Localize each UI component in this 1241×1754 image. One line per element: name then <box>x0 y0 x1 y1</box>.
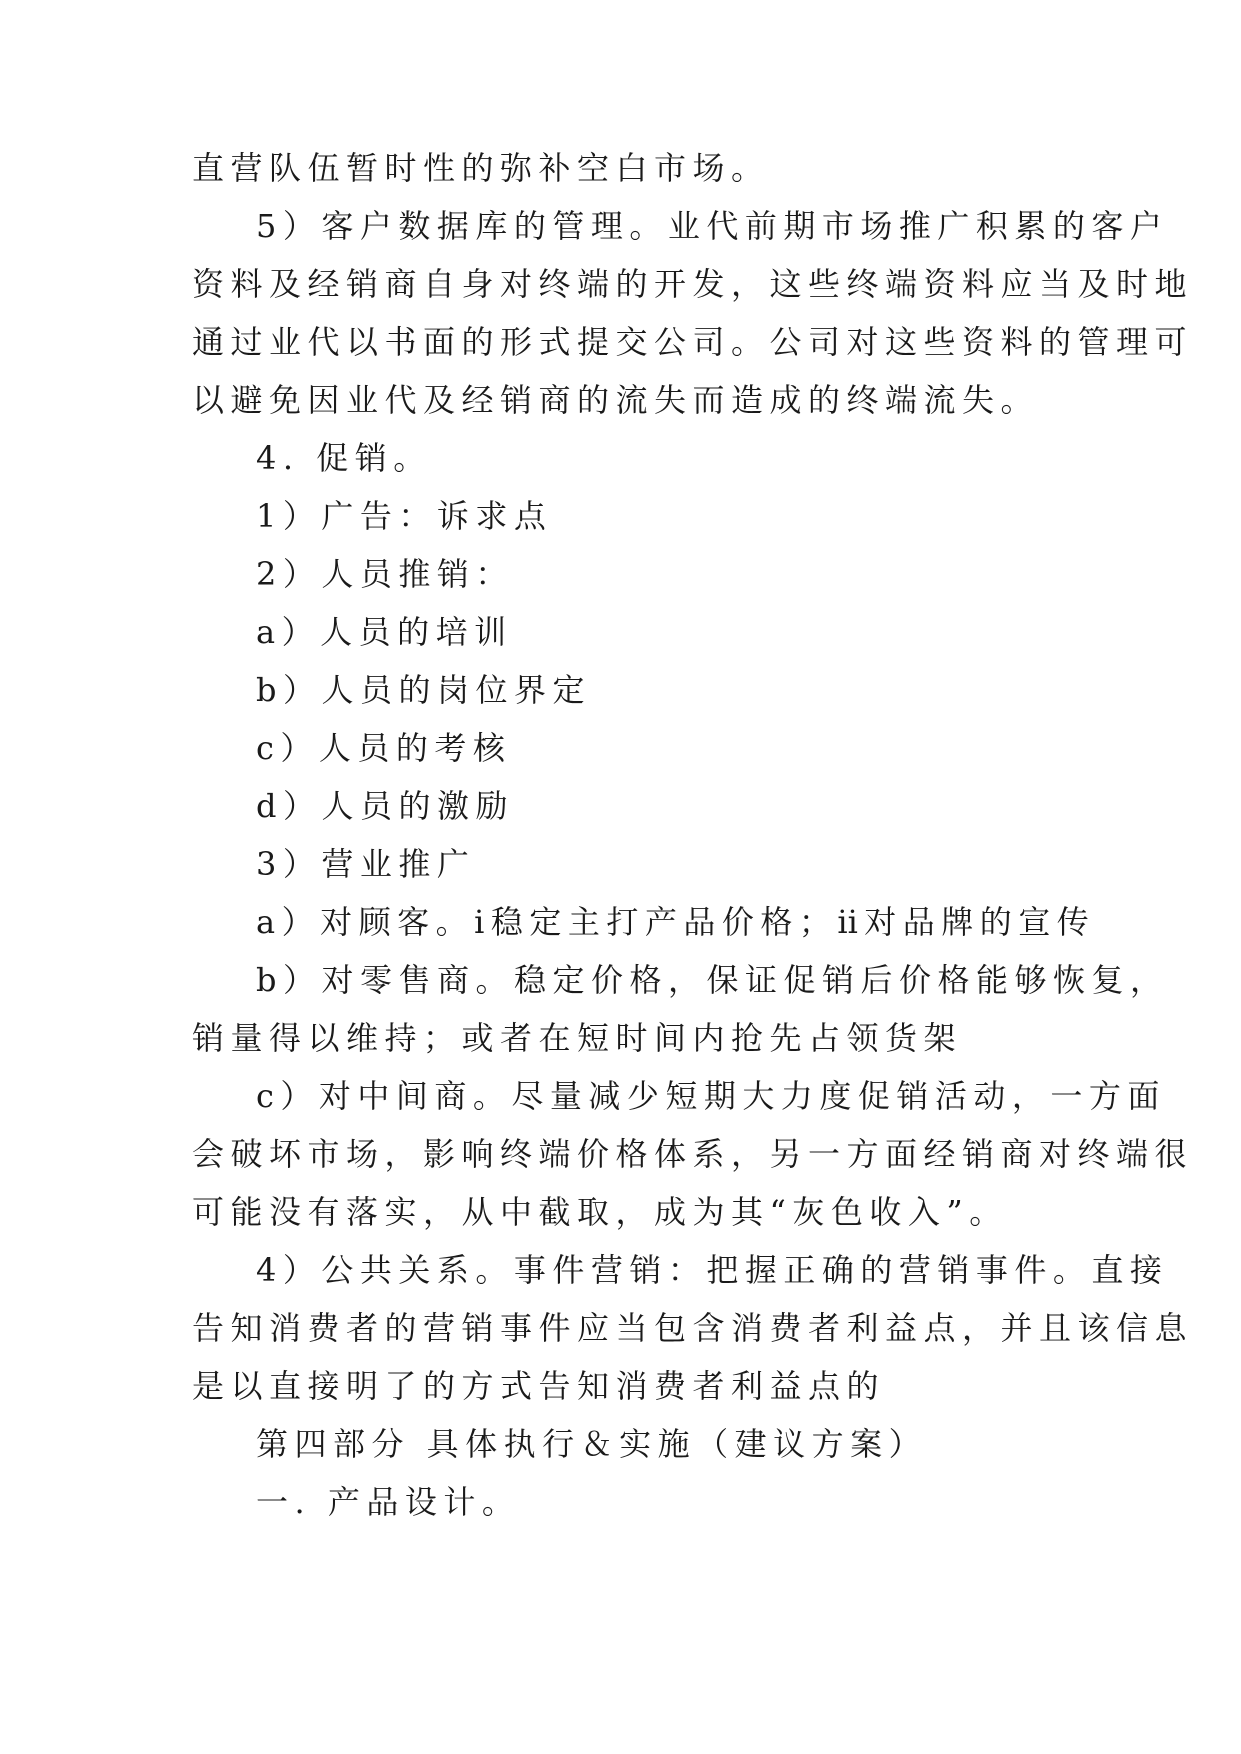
paragraph-line: 销量得以维持；或者在短时间内抢先占领货架 <box>192 1019 963 1057</box>
list-item: c）人员的考核 <box>256 729 512 767</box>
paragraph-line: 可能没有落实，从中截取，成为其“灰色收入”。 <box>192 1193 1008 1231</box>
list-item: 4）公共关系。事件营销：把握正确的营销事件。直接 <box>256 1251 1169 1289</box>
list-item: a）对顾客。ⅰ稳定主打产品价格；ⅱ对品牌的宣传 <box>256 903 1096 941</box>
paragraph-line: 以避免因业代及经销商的流失而造成的终端流失。 <box>192 381 1040 419</box>
paragraph-line: 直营队伍暂时性的弥补空白市场。 <box>192 149 770 187</box>
paragraph-line: 资料及经销商自身对终端的开发，这些终端资料应当及时地 <box>192 265 1194 303</box>
list-item: a）人员的培训 <box>256 613 513 651</box>
paragraph-line: 是以直接明了的方式告知消费者利益点的 <box>192 1367 886 1405</box>
list-item: 1）广告：诉求点 <box>256 497 553 535</box>
list-item: d）人员的激励 <box>256 787 514 825</box>
subsection-heading: 一. 产品设计。 <box>256 1483 521 1521</box>
list-item: 2）人员推销： <box>256 555 514 593</box>
paragraph-line: 会破坏市场，影响终端价格体系，另一方面经销商对终端很 <box>192 1135 1194 1173</box>
list-item: b）人员的岗位界定 <box>256 671 591 709</box>
list-item: 3）营业推广 <box>256 845 476 883</box>
paragraph-line: 告知消费者的营销事件应当包含消费者利益点，并且该信息 <box>192 1309 1194 1347</box>
paragraph-line: 5）客户数据库的管理。业代前期市场推广积累的客户 <box>256 207 1169 245</box>
section-heading: 4. 促销。 <box>256 439 432 477</box>
list-item: b）对零售商。稳定价格，保证促销后价格能够恢复， <box>256 961 1169 999</box>
list-item: c）对中间商。尽量减少短期大力度促销活动，一方面 <box>256 1077 1166 1115</box>
section-heading: 第四部分 具体执行＆实施（建议方案） <box>256 1425 928 1463</box>
paragraph-line: 通过业代以书面的形式提交公司。公司对这些资料的管理可 <box>192 323 1194 361</box>
